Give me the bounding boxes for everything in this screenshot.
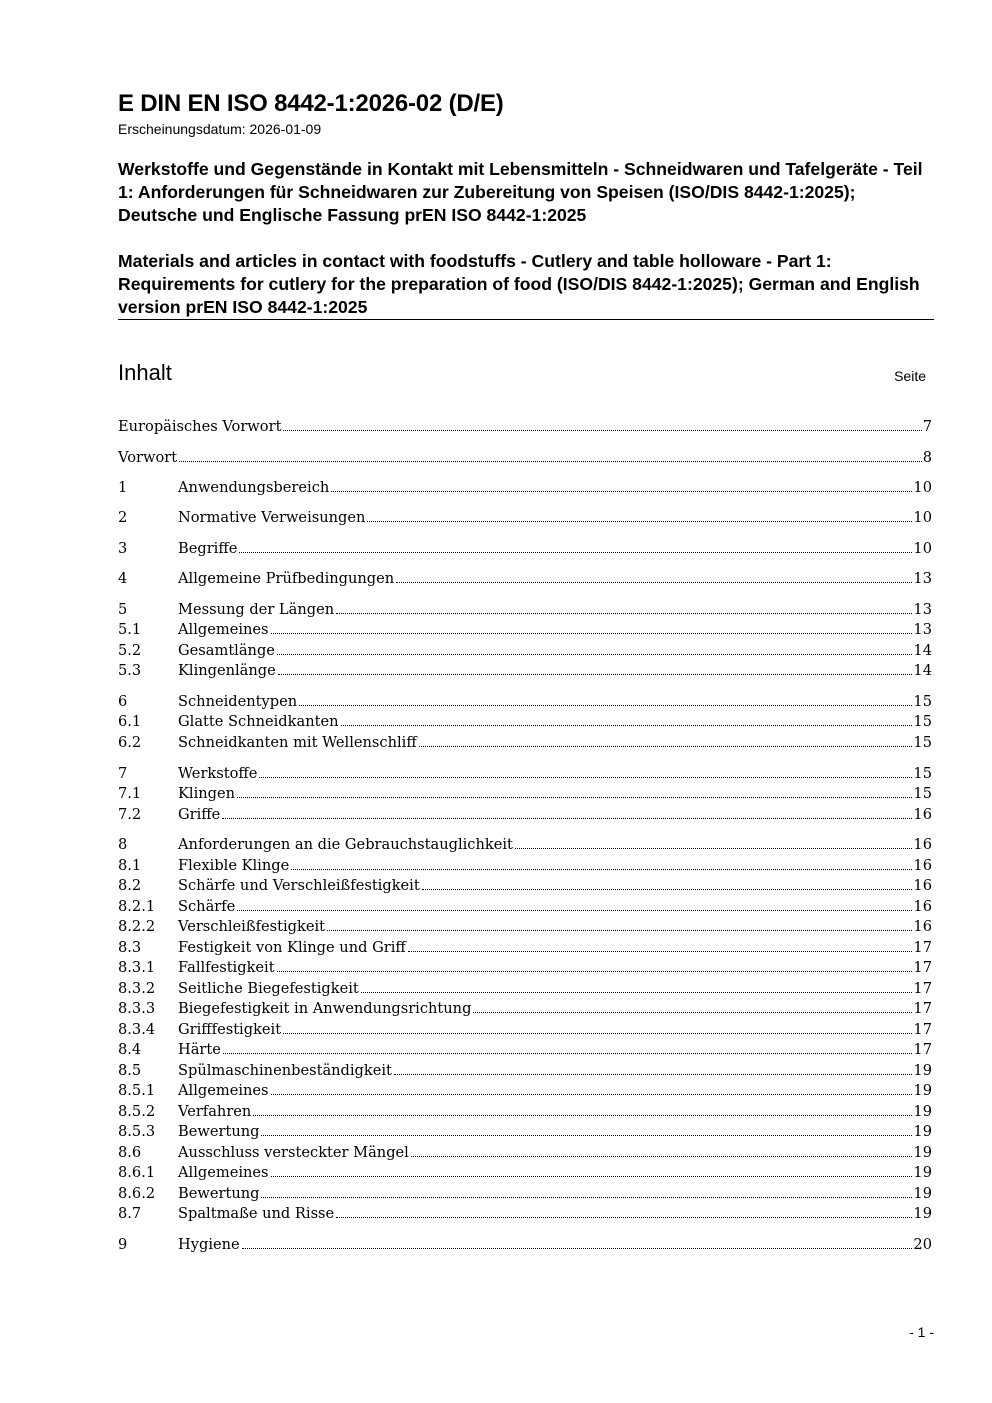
toc-entry[interactable] <box>118 958 932 978</box>
toc-dot-leader <box>237 910 912 911</box>
toc-entry-page: 16 <box>913 806 932 823</box>
toc-entry-title: Griffe <box>178 806 221 823</box>
toc-entry-number: 3 <box>118 540 128 557</box>
toc-entry[interactable] <box>118 1020 932 1040</box>
toc-dot-leader <box>222 818 912 819</box>
toc-entry-title: Schneidentypen <box>178 693 298 710</box>
toc-entry-title: Anforderungen an die Gebrauchstauglichkeit <box>178 836 513 853</box>
toc-entry-title: Fallfestigkeit <box>178 959 275 976</box>
toc-entry-number: 9 <box>118 1236 128 1253</box>
toc-entry[interactable] <box>118 620 932 640</box>
toc-entry[interactable] <box>118 733 932 753</box>
toc-entry[interactable] <box>118 692 932 712</box>
toc-dot-leader <box>515 848 913 849</box>
toc-dot-leader <box>259 777 912 778</box>
toc-entry[interactable] <box>118 1235 932 1255</box>
toc-entry-title: Klingenlänge <box>178 662 276 679</box>
toc-entry-page: 19 <box>913 1062 932 1079</box>
toc-entry-title: Hygiene <box>178 1236 240 1253</box>
toc-dot-leader <box>242 1248 913 1249</box>
toc-entry-page: 15 <box>913 765 932 782</box>
toc-entry-title: Klingen <box>178 785 236 802</box>
toc-entry-page: 17 <box>913 1000 932 1017</box>
toc-entry-title: Härte <box>178 1041 221 1058</box>
toc-entry[interactable] <box>118 1143 932 1163</box>
toc-entry-number: 8.5.2 <box>118 1103 156 1120</box>
toc-entry-number: 8.3.1 <box>118 959 156 976</box>
toc-entry-page: 19 <box>913 1164 932 1181</box>
toc-entry-title: Verschleißfestigkeit <box>178 918 326 935</box>
toc-entry-title: Messung der Längen <box>178 601 335 618</box>
toc-entry[interactable] <box>118 448 932 468</box>
toc-entry[interactable] <box>118 539 932 559</box>
toc-dot-leader <box>237 797 912 798</box>
toc-entry[interactable] <box>118 417 932 437</box>
toc-dot-leader <box>299 705 912 706</box>
toc-dot-leader <box>408 951 913 952</box>
toc-dot-leader <box>327 930 912 931</box>
toc-entry-number: 8.6 <box>118 1144 142 1161</box>
toc-entry[interactable] <box>118 876 932 896</box>
toc-entry-page: 19 <box>913 1144 932 1161</box>
toc-entry-page: 19 <box>913 1082 932 1099</box>
toc-entry-number: 8.5 <box>118 1062 142 1079</box>
toc-entry-title: Werkstoffe <box>178 765 258 782</box>
toc-entry[interactable] <box>118 600 932 620</box>
toc-entry-number: 8.6.2 <box>118 1185 156 1202</box>
toc-entry-number: 6.1 <box>118 713 142 730</box>
toc-heading: Inhalt <box>118 360 172 385</box>
toc-entry-number: 8.3 <box>118 939 142 956</box>
toc-dot-leader <box>336 613 912 614</box>
toc-dot-leader <box>422 889 913 890</box>
toc-entry-title: Normative Verweisungen <box>178 509 366 526</box>
toc-dot-leader <box>253 1115 912 1116</box>
toc-entry-title: Glatte Schneidkanten <box>178 713 339 730</box>
toc-entry-number: 8.2.2 <box>118 918 156 935</box>
toc-dot-leader <box>419 746 913 747</box>
toc-entry[interactable] <box>118 835 932 855</box>
toc-entry-page: 15 <box>913 713 932 730</box>
toc-entry-page: 16 <box>913 857 932 874</box>
toc-entry-page: 16 <box>913 877 932 894</box>
toc-dot-leader <box>394 1074 913 1075</box>
toc-entry-title: Festigkeit von Klinge und Griff <box>178 939 406 956</box>
toc-entry-number: 5.3 <box>118 662 142 679</box>
toc-entry[interactable] <box>118 979 932 999</box>
toc-entry[interactable] <box>118 784 932 804</box>
toc-entry[interactable] <box>118 897 932 917</box>
toc-entry-page: 16 <box>913 836 932 853</box>
toc-dot-leader <box>179 461 922 462</box>
toc-entry-page: 13 <box>913 621 932 638</box>
toc-entry-page: 20 <box>913 1236 932 1253</box>
toc-entry[interactable] <box>118 1081 932 1101</box>
toc-entry[interactable] <box>118 508 932 528</box>
toc-dot-leader <box>283 1033 912 1034</box>
toc-dot-leader <box>271 1176 913 1177</box>
toc-entry-title: Allgemeines <box>178 1082 269 1099</box>
toc-entry-title: Bewertung <box>178 1123 260 1140</box>
publication-date: Erscheinungsdatum: 2026-01-09 <box>118 121 322 137</box>
toc-entry[interactable] <box>118 764 932 784</box>
toc-entry[interactable] <box>118 856 932 876</box>
toc-entry-number: 8.7 <box>118 1205 142 1222</box>
toc-entry-title: Spaltmaße und Risse <box>178 1205 335 1222</box>
toc-entry-number: 6.2 <box>118 734 142 751</box>
toc-dot-leader <box>341 725 913 726</box>
toc-entry[interactable] <box>118 999 932 1019</box>
toc-dot-leader <box>277 971 913 972</box>
toc-entry-number: 5 <box>118 601 128 618</box>
toc-dot-leader <box>367 521 912 522</box>
toc-dot-leader <box>396 582 912 583</box>
toc-entry[interactable] <box>118 1061 932 1081</box>
title-english: Materials and articles in contact with foodstuffs - Cutlery and table holloware - Part 1: Requirements for cutlery for the preparation of food (ISO/DIS 8442-1:2025); German and English version prEN ISO 8442-1:2025 <box>118 251 920 317</box>
toc-entry[interactable] <box>118 661 932 681</box>
toc-entry-number: 5.2 <box>118 642 142 659</box>
toc-entry[interactable] <box>118 1163 932 1183</box>
toc-entry-title: Schneidkanten mit Wellenschliff <box>178 734 417 751</box>
toc-entry-page: 8 <box>922 449 932 466</box>
toc-dot-leader <box>411 1156 913 1157</box>
toc-entry-number: 8.4 <box>118 1041 142 1058</box>
footer-page-number: - 1 - <box>909 1324 934 1340</box>
toc-dot-leader <box>283 430 921 431</box>
toc-entry-number: 7.1 <box>118 785 142 802</box>
toc-entry[interactable] <box>118 1102 932 1122</box>
toc-entry[interactable] <box>118 917 932 937</box>
toc-entry-page: 19 <box>913 1185 932 1202</box>
toc-entry-number: 8 <box>118 836 128 853</box>
toc-entry-title: Spülmaschinenbeständigkeit <box>178 1062 392 1079</box>
toc-entry[interactable] <box>118 478 932 498</box>
toc-entry[interactable] <box>118 641 932 661</box>
toc-entry[interactable] <box>118 712 932 732</box>
toc-entry-number: 8.3.2 <box>118 980 156 997</box>
toc-entry-number: 8.6.1 <box>118 1164 156 1181</box>
toc-entry-number: 1 <box>118 479 128 496</box>
toc-entry[interactable] <box>118 1204 932 1224</box>
toc-entry-title: Allgemeines <box>178 621 269 638</box>
toc-dot-leader <box>473 1012 912 1013</box>
toc-dot-leader <box>271 1094 913 1095</box>
toc-entry-number: 8.5.3 <box>118 1123 156 1140</box>
toc-entry-page: 10 <box>913 509 932 526</box>
toc-entry-page: 13 <box>913 570 932 587</box>
toc-entry-page: 19 <box>913 1205 932 1222</box>
toc-entry-number: 8.1 <box>118 857 142 874</box>
toc-entry-title: Allgemeine Prüfbedingungen <box>178 570 395 587</box>
toc-dot-leader <box>223 1053 913 1054</box>
toc-entry-number: 7.2 <box>118 806 142 823</box>
toc-entry[interactable] <box>118 938 932 958</box>
toc-entry-title: Gesamtlänge <box>178 642 275 659</box>
toc-entry-title: Ausschluss versteckter Mängel <box>178 1144 409 1161</box>
toc-entry-number: 8.3.3 <box>118 1000 156 1017</box>
toc-entry-page: 17 <box>913 959 932 976</box>
toc-dot-leader <box>278 674 913 675</box>
toc-entry-page: 15 <box>913 785 932 802</box>
toc-entry[interactable] <box>118 1040 932 1060</box>
toc-entry-number: 7 <box>118 765 128 782</box>
toc-entry-number: 8.3.4 <box>118 1021 156 1038</box>
toc-dot-leader <box>331 491 912 492</box>
toc-entry[interactable] <box>118 805 932 825</box>
toc-dot-leader <box>239 552 912 553</box>
toc-entry-title: Vorwort <box>118 449 178 466</box>
toc-entry-page: 17 <box>913 939 932 956</box>
toc-entry-page: 10 <box>913 479 932 496</box>
toc-entry-number: 2 <box>118 509 128 526</box>
toc-dot-leader <box>277 654 912 655</box>
toc-page-label: Seite <box>894 368 926 384</box>
title-german: Werkstoffe und Gegenstände in Kontakt mit Lebensmitteln - Schneidwaren und Tafelgeräte - Teil 1: Anforderungen für Schneidwaren zur Zubereitung von Speisen (ISO/DIS 8442-1:2025); Deutsche und Englische Fassung prEN ISO 8442-1:2025 <box>118 159 923 225</box>
title-divider <box>118 319 934 320</box>
toc-entry[interactable] <box>118 569 932 589</box>
toc-entry-page: 13 <box>913 601 932 618</box>
toc-dot-leader <box>291 869 912 870</box>
toc-entry-page: 15 <box>913 693 932 710</box>
toc-entry-title: Seitliche Biegefestigkeit <box>178 980 359 997</box>
toc-entry-page: 16 <box>913 918 932 935</box>
toc-dot-leader <box>336 1217 912 1218</box>
toc-entry-page: 14 <box>913 662 932 679</box>
toc-entry-page: 16 <box>913 898 932 915</box>
toc-entry-title: Europäisches Vorwort <box>118 418 282 435</box>
toc-entry-page: 10 <box>913 540 932 557</box>
toc-entry-page: 19 <box>913 1103 932 1120</box>
toc-entry-title: Begriffe <box>178 540 238 557</box>
toc-entry-title: Schärfe und Verschleißfestigkeit <box>178 877 420 894</box>
toc-entry-number: 8.5.1 <box>118 1082 156 1099</box>
toc-entry-title: Verfahren <box>178 1103 252 1120</box>
toc-entry-number: 8.2 <box>118 877 142 894</box>
toc-entry-title: Grifffestigkeit <box>178 1021 282 1038</box>
toc-entry-page: 14 <box>913 642 932 659</box>
document-id: E DIN EN ISO 8442-1:2026-02 (D/E) <box>118 90 504 117</box>
toc-entry-title: Anwendungsbereich <box>178 479 330 496</box>
toc-entry-title: Flexible Klinge <box>178 857 290 874</box>
toc-dot-leader <box>361 992 913 993</box>
toc-entry-title: Bewertung <box>178 1185 260 1202</box>
toc-entry-page: 19 <box>913 1123 932 1140</box>
toc-dot-leader <box>261 1135 912 1136</box>
toc-entry-number: 5.1 <box>118 621 142 638</box>
toc-dot-leader <box>271 633 913 634</box>
toc-dot-leader <box>261 1197 912 1198</box>
toc-entry-title: Biegefestigkeit in Anwendungsrichtung <box>178 1000 472 1017</box>
toc-entry-number: 4 <box>118 570 128 587</box>
toc-entry-number: 6 <box>118 693 128 710</box>
toc-entry-title: Schärfe <box>178 898 236 915</box>
toc-entry-page: 17 <box>913 1041 932 1058</box>
toc-entry-page: 17 <box>913 1021 932 1038</box>
toc-entry-number: 8.2.1 <box>118 898 156 915</box>
toc-entry[interactable] <box>118 1184 932 1204</box>
toc-entry-title: Allgemeines <box>178 1164 269 1181</box>
toc-entry-page: 15 <box>913 734 932 751</box>
toc-entry-page: 17 <box>913 980 932 997</box>
toc-entry[interactable] <box>118 1122 932 1142</box>
toc-entry-page: 7 <box>922 418 932 435</box>
